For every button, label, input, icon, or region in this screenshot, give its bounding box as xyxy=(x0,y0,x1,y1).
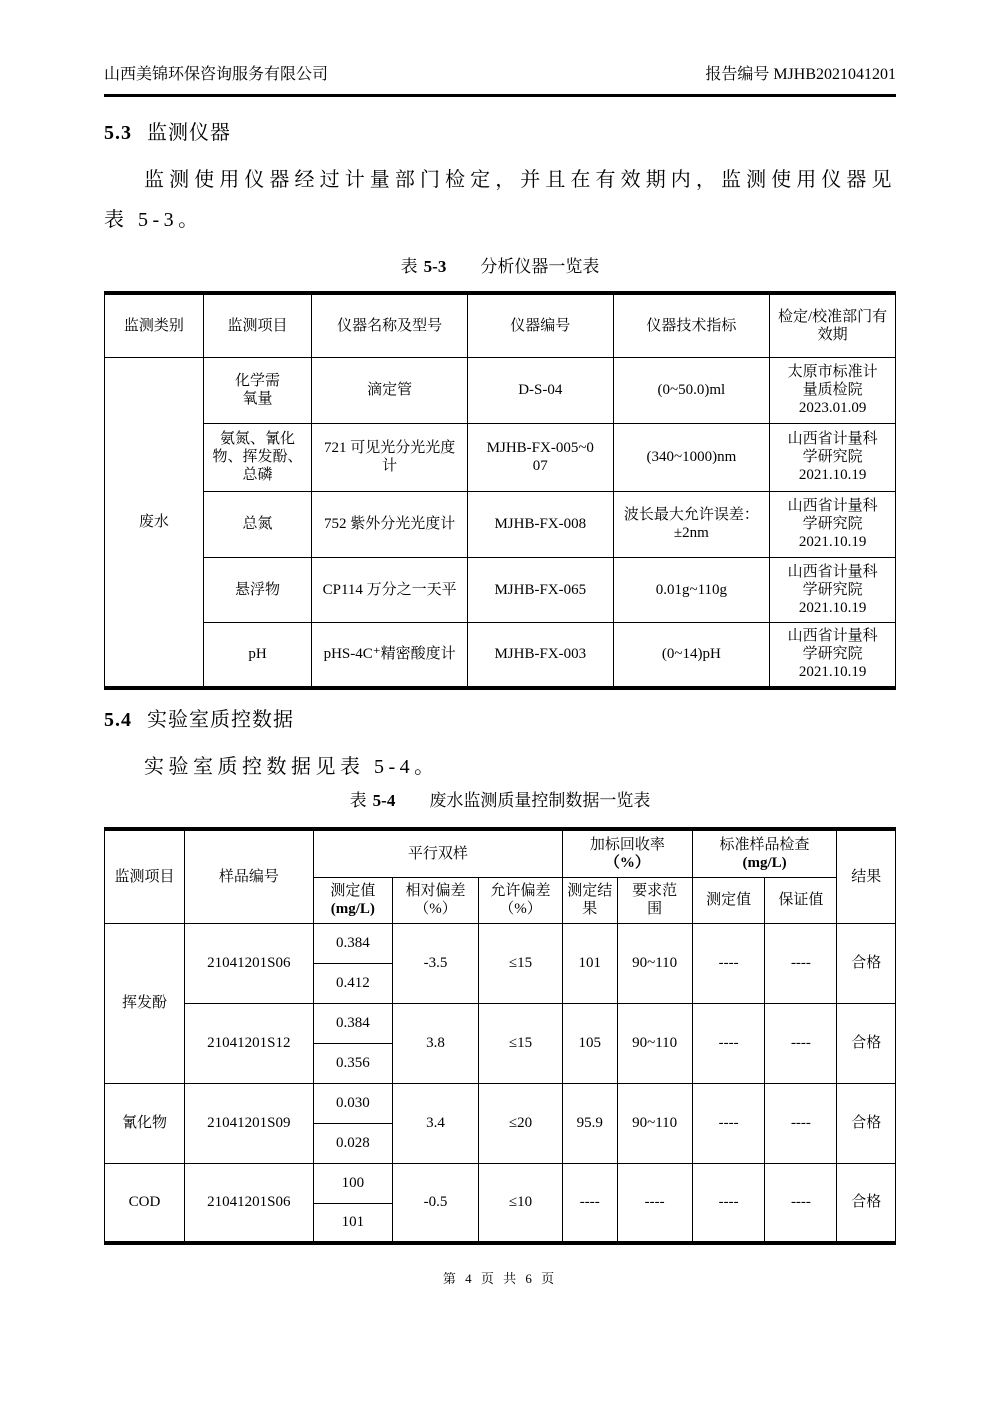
t54-cell-value1: 0.384 xyxy=(313,923,392,963)
caption-title: 废水监测质量控制数据一览表 xyxy=(429,791,651,810)
t53-header-category: 监测类别 xyxy=(105,293,204,357)
t53-cell-item: 氨氮、氰化物、挥发酚、总磷 xyxy=(203,423,311,491)
t54-header-relative-dev: 相对偏差（%） xyxy=(392,877,478,923)
t54-cell-sample: 21041201S06 xyxy=(184,1163,313,1243)
t53-cell-instrument: 721 可见光分光光度计 xyxy=(312,423,468,491)
caption-title: 分析仪器一览表 xyxy=(480,257,600,276)
t54-cell-standard-measured: ---- xyxy=(692,1083,765,1163)
t54-cell-sample: 21041201S12 xyxy=(184,1003,313,1083)
t53-cell-dept: 山西省计量科学研究院 2021.10.19 xyxy=(770,423,896,491)
t54-cell-recovery-result: 95.9 xyxy=(562,1083,617,1163)
t54-cell-result: 合格 xyxy=(837,1163,896,1243)
t53-cell-code: MJHB-FX-065 xyxy=(468,557,614,622)
section-5-4-paragraph: 实验室质控数据见表 5-4。 xyxy=(144,756,439,778)
caption-label: 表 xyxy=(349,791,367,810)
t54-cell-value2: 0.356 xyxy=(313,1043,392,1083)
t53-cell-item: 悬浮物 xyxy=(203,557,311,622)
page-header xyxy=(104,64,896,97)
t54-header-item: 监测项目 xyxy=(105,829,185,923)
t53-cell-spec: (0~14)pH xyxy=(613,622,770,688)
section-5-3-heading xyxy=(104,119,896,147)
t54-header-allowed-dev: 允许偏差（%） xyxy=(479,877,563,923)
t53-header-code: 仪器编号 xyxy=(468,293,614,357)
t54-header-recovery-range: 要求范围 xyxy=(617,877,692,923)
caption-number: 5-3 xyxy=(423,257,447,276)
t53-cell-code: MJHB-FX-008 xyxy=(468,491,614,557)
t53-cell-spec: (340~1000)nm xyxy=(613,423,770,491)
t53-cell-item: 化学需氧量 xyxy=(203,357,311,423)
section-5-4-heading xyxy=(104,706,896,734)
t54-cell-standard-measured: ---- xyxy=(692,1163,765,1243)
table-5-4-quality-control xyxy=(104,827,896,1245)
t53-cell-instrument: 752 紫外分光光度计 xyxy=(312,491,468,557)
t53-cell-instrument: CP114 万分之一天平 xyxy=(312,557,468,622)
t54-cell-relative-dev: -0.5 xyxy=(392,1163,478,1243)
t53-header-instrument: 仪器名称及型号 xyxy=(312,293,468,357)
t54-cell-value1: 100 xyxy=(313,1163,392,1203)
t53-cell-instrument: pHS-4C⁺精密酸度计 xyxy=(312,622,468,688)
t54-cell-item: 氰化物 xyxy=(105,1083,185,1163)
t54-cell-value2: 0.412 xyxy=(313,963,392,1003)
t54-cell-recovery-range: 90~110 xyxy=(617,1003,692,1083)
t54-cell-standard-guaranteed: ---- xyxy=(765,1163,837,1243)
t54-cell-result: 合格 xyxy=(837,1083,896,1163)
t54-cell-relative-dev: 3.4 xyxy=(392,1083,478,1163)
t54-header-standard-measured: 测定值 xyxy=(692,877,765,923)
t54-header-standard-guaranteed: 保证值 xyxy=(765,877,837,923)
t54-cell-recovery-range: 90~110 xyxy=(617,923,692,1003)
t54-cell-recovery-result: ---- xyxy=(562,1163,617,1243)
t54-cell-standard-measured: ---- xyxy=(692,923,765,1003)
t54-cell-allowed-dev: ≤20 xyxy=(479,1083,563,1163)
t53-cell-spec: (0~50.0)ml xyxy=(613,357,770,423)
section-5-3-paragraph: 监测使用仪器经过计量部门检定，并且在有效期内，监测使用仪器见表 5-3。 xyxy=(104,169,896,231)
t54-cell-allowed-dev: ≤15 xyxy=(479,923,563,1003)
t53-cell-item: 总氮 xyxy=(203,491,311,557)
t53-cell-code: MJHB-FX-003 xyxy=(468,622,614,688)
t54-cell-sample: 21041201S09 xyxy=(184,1083,313,1163)
t54-cell-value1: 0.030 xyxy=(313,1083,392,1123)
t54-cell-value2: 0.028 xyxy=(313,1123,392,1163)
section-5-3-title: 监测仪器 xyxy=(147,122,231,144)
t53-cell-dept: 山西省计量科学研究院 2021.10.19 xyxy=(770,557,896,622)
t54-cell-value2: 101 xyxy=(313,1203,392,1243)
t54-cell-relative-dev: 3.8 xyxy=(392,1003,478,1083)
t54-cell-recovery-result: 105 xyxy=(562,1003,617,1083)
t53-header-dept: 检定/校准部门有效期 xyxy=(770,293,896,357)
section-5-3-number: 5.3 xyxy=(104,122,132,144)
section-5-4-number: 5.4 xyxy=(104,709,132,731)
t53-cell-category: 废水 xyxy=(105,357,204,688)
t54-cell-result: 合格 xyxy=(837,1003,896,1083)
t54-header-recovery: 加标回收率 （%） xyxy=(562,829,692,877)
section-5-4-title: 实验室质控数据 xyxy=(147,709,294,731)
t53-cell-spec: 0.01g~110g xyxy=(613,557,770,622)
t54-header-result: 结果 xyxy=(837,829,896,923)
t54-cell-relative-dev: -3.5 xyxy=(392,923,478,1003)
table-5-4-caption xyxy=(104,789,896,813)
t54-cell-standard-measured: ---- xyxy=(692,1003,765,1083)
t53-cell-code: MJHB-FX-005~007 xyxy=(468,423,614,491)
t54-cell-value1: 0.384 xyxy=(313,1003,392,1043)
t54-cell-sample: 21041201S06 xyxy=(184,923,313,1003)
table-5-3-caption xyxy=(104,255,896,279)
t54-cell-standard-guaranteed: ---- xyxy=(765,1083,837,1163)
t53-cell-spec: 波长最大允许误差：±2nm xyxy=(613,491,770,557)
t53-cell-code: D-S-04 xyxy=(468,357,614,423)
caption-label: 表 xyxy=(400,257,418,276)
t54-cell-recovery-result: 101 xyxy=(562,923,617,1003)
t53-cell-dept: 太原市标准计量质检院 2023.01.09 xyxy=(770,357,896,423)
t54-header-measured: 测定值 (mg/L) xyxy=(313,877,392,923)
t53-cell-instrument: 滴定管 xyxy=(312,357,468,423)
t54-header-recovery-result: 测定结果 xyxy=(562,877,617,923)
company-name: 山西美锦环保咨询服务有限公司 xyxy=(104,66,329,83)
t54-cell-result: 合格 xyxy=(837,923,896,1003)
t53-header-item: 监测项目 xyxy=(203,293,311,357)
t54-cell-item: COD xyxy=(105,1163,185,1243)
t54-cell-standard-guaranteed: ---- xyxy=(765,1003,837,1083)
page-number: 第 4 页 共 6 页 xyxy=(442,1271,558,1286)
t54-cell-allowed-dev: ≤10 xyxy=(479,1163,563,1243)
t54-cell-allowed-dev: ≤15 xyxy=(479,1003,563,1083)
t54-header-parallel: 平行双样 xyxy=(313,829,562,877)
caption-number: 5-4 xyxy=(372,791,396,810)
t54-cell-item: 挥发酚 xyxy=(105,923,185,1083)
t54-header-sample: 样品编号 xyxy=(184,829,313,923)
t53-header-spec: 仪器技术指标 xyxy=(613,293,770,357)
t54-header-standard: 标准样品检查 (mg/L) xyxy=(692,829,837,877)
table-5-3-instruments xyxy=(104,291,896,690)
t54-cell-recovery-range: ---- xyxy=(617,1163,692,1243)
t53-cell-dept: 山西省计量科学研究院 2021.10.19 xyxy=(770,491,896,557)
t54-cell-standard-guaranteed: ---- xyxy=(765,923,837,1003)
report-number: 报告编号 MJHB2021041201 xyxy=(705,66,896,83)
page-footer xyxy=(104,1271,896,1287)
t53-cell-item: pH xyxy=(203,622,311,688)
t54-cell-recovery-range: 90~110 xyxy=(617,1083,692,1163)
t53-cell-dept: 山西省计量科学研究院 2021.10.19 xyxy=(770,622,896,688)
